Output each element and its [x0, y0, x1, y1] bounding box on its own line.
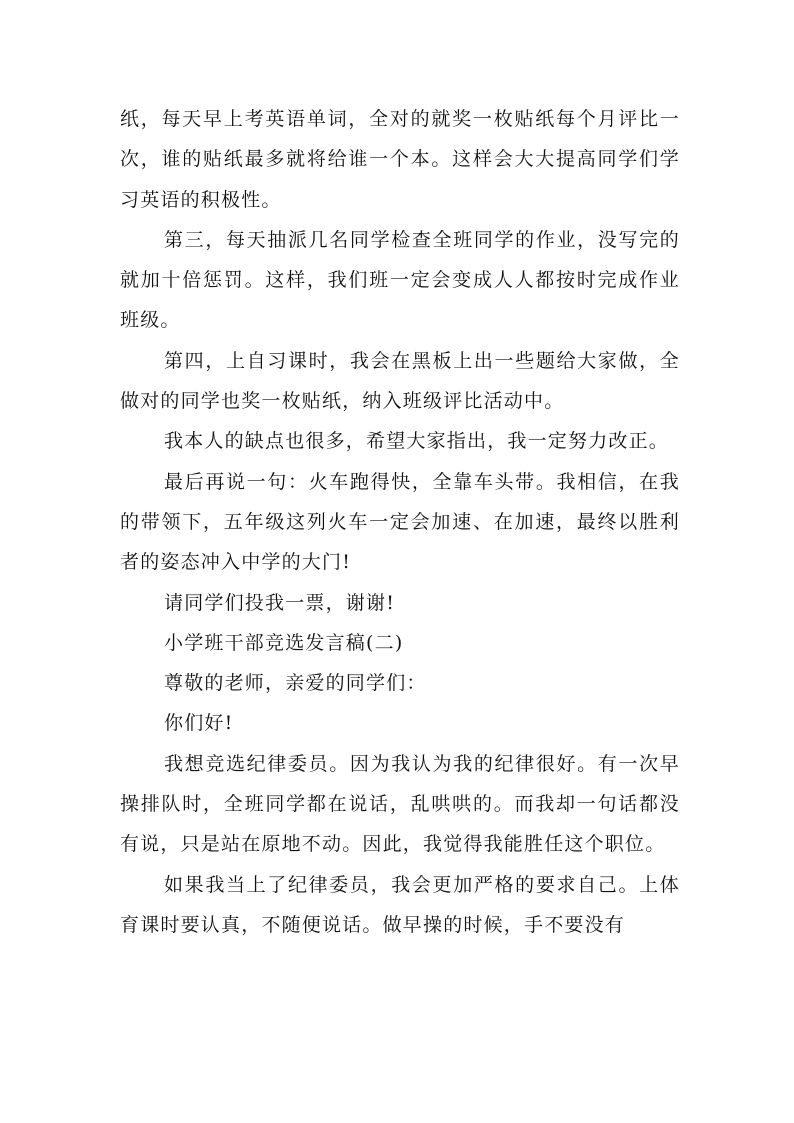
section-title: 小学班干部竞选发言稿(二) — [164, 631, 404, 654]
paragraph-shortcomings: 我本人的缺点也很多，希望大家指出，我一定努力改正。 — [164, 430, 670, 453]
paragraph-vote-request: 请同学们投我一票，谢谢! — [164, 591, 396, 614]
greeting: 你们好! — [164, 712, 234, 735]
paragraph-if-elected: 如果我当上了纪律委员，我会更加严格的要求自己。上体育课时要认真，不随便说话。做早操的时候，手不要没有 — [120, 873, 680, 936]
paragraph-third-point: 第三，每天抽派几名同学检查全班同学的作业，没写完的就加十倍惩罚。这样，我们班一定会变成人人都按时完成作业班级。 — [120, 228, 680, 332]
salutation: 尊敬的老师，亲爱的同学们： — [164, 672, 427, 695]
paragraph-fourth-point: 第四，上自习课时，我会在黑板上出一些题给大家做，全做对的同学也奖一枚贴纸，纳入班级评比活动中。 — [120, 349, 680, 413]
paragraph-continuation: 纸，每天早上考英语单词，全对的就奖一枚贴纸每个月评比一次，谁的贴纸最多就将给谁一个本。这样会大大提高同学们学习英语的积极性。 — [120, 108, 680, 211]
document-body — [120, 99, 680, 945]
paragraph-discipline: 我想竞选纪律委员。因为我认为我的纪律很好。有一次早操排队时，全班同学都在说话，乱哄哄的。而我却一句话都没有说，只是站在原地不动。因此，我觉得我能胜任这个职位。 — [120, 752, 680, 856]
paragraph-closing: 最后再说一句：火车跑得快，全靠车头带。我相信，在我的带领下，五年级这列火车一定会加速、在加速，最终以胜利者的姿态冲入中学的大门! — [120, 470, 680, 574]
